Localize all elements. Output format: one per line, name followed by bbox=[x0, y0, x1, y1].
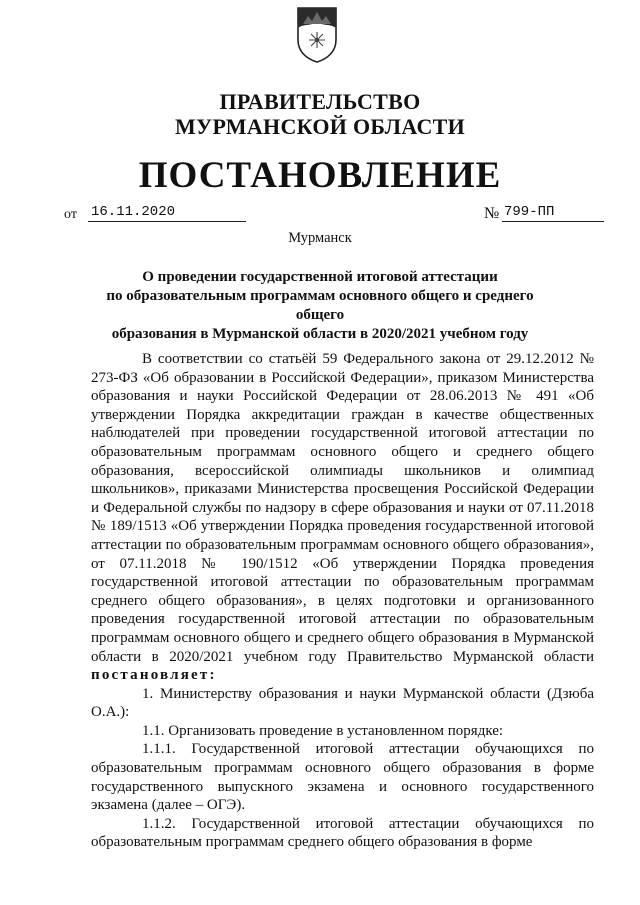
date-number-row bbox=[64, 203, 624, 225]
title-line1: О проведении государственной итоговой аттестации bbox=[142, 269, 498, 285]
government-name-line1: ПРАВИТЕЛЬСТВО bbox=[219, 89, 421, 114]
coat-of-arms-emblem bbox=[295, 6, 339, 64]
title-line3: образования в Мурманской области в 2020/2021 учебном году bbox=[111, 326, 529, 342]
date-label: от bbox=[64, 207, 77, 222]
preamble-text: В соответствии со статьёй 59 Федерального закона от 29.12.2012 № 273-ФЗ «Об образовании в Российской Федерации», приказом Министерства образования и науки Российской Федерации от 28.06.2013 № 491 «Об утверждении Порядка аккредитации граждан в качестве общественных наблюдателей при проведении государственной итоговой аттестации по образовательным программам основного общего и среднего общего образования, всероссийской олимпиады школьников и олимпиад школьников», приказами Министерства просвещения Российской Федерации и Федеральной службы по надзору в сфере образования и науки от 07.11.2018 № 189/1513 «Об утверждении Порядка проведения государственной итоговой аттестации по образовательным программам основного общего образования», от 07.11.2018 № 190/1512 «Об утверждении Порядка проведения государственной итоговой аттестации по образовательным программам среднего общего образования», в целях подготовки и организованного проведения государственной итоговой аттестации по образовательным программам основного общего и среднего общего образования в Мурманской области в 2020/2021 учебном году Правительство Мурманской области bbox=[91, 351, 594, 665]
government-name-line2: МУРМАНСКОЙ ОБЛАСТИ bbox=[174, 114, 466, 139]
date-value: 16.11.2020 bbox=[88, 203, 246, 222]
document-title bbox=[90, 268, 550, 344]
item-1-1: 1.1. Организовать проведение в установленном порядке: bbox=[142, 722, 504, 739]
decree-word: постановляет: bbox=[91, 667, 217, 684]
item-1-1-2: 1.1.2. Государственной итоговой аттестации обучающихся по образовательным программам среднего общего образования в форме bbox=[91, 815, 594, 851]
title-line2: по образовательным программам основного общего и среднего общего bbox=[106, 288, 534, 323]
number-label: № bbox=[484, 205, 500, 222]
document-body bbox=[91, 350, 594, 852]
document-type-heading: ПОСТАНОВЛЕНИЕ bbox=[138, 155, 502, 196]
number-value: 799-ПП bbox=[502, 203, 604, 222]
city-name: Мурманск bbox=[288, 230, 352, 246]
item-1: 1. Министерству образования и науки Мурманской области (Дзюба О.А.): bbox=[91, 685, 594, 721]
item-1-1-1: 1.1.1. Государственной итоговой аттестации обучающихся по образовательным программам основного общего образования в форме государственного выпускного экзамена и основного государственного экзамена (далее – ОГЭ). bbox=[91, 741, 594, 814]
preamble-paragraph bbox=[91, 350, 594, 685]
